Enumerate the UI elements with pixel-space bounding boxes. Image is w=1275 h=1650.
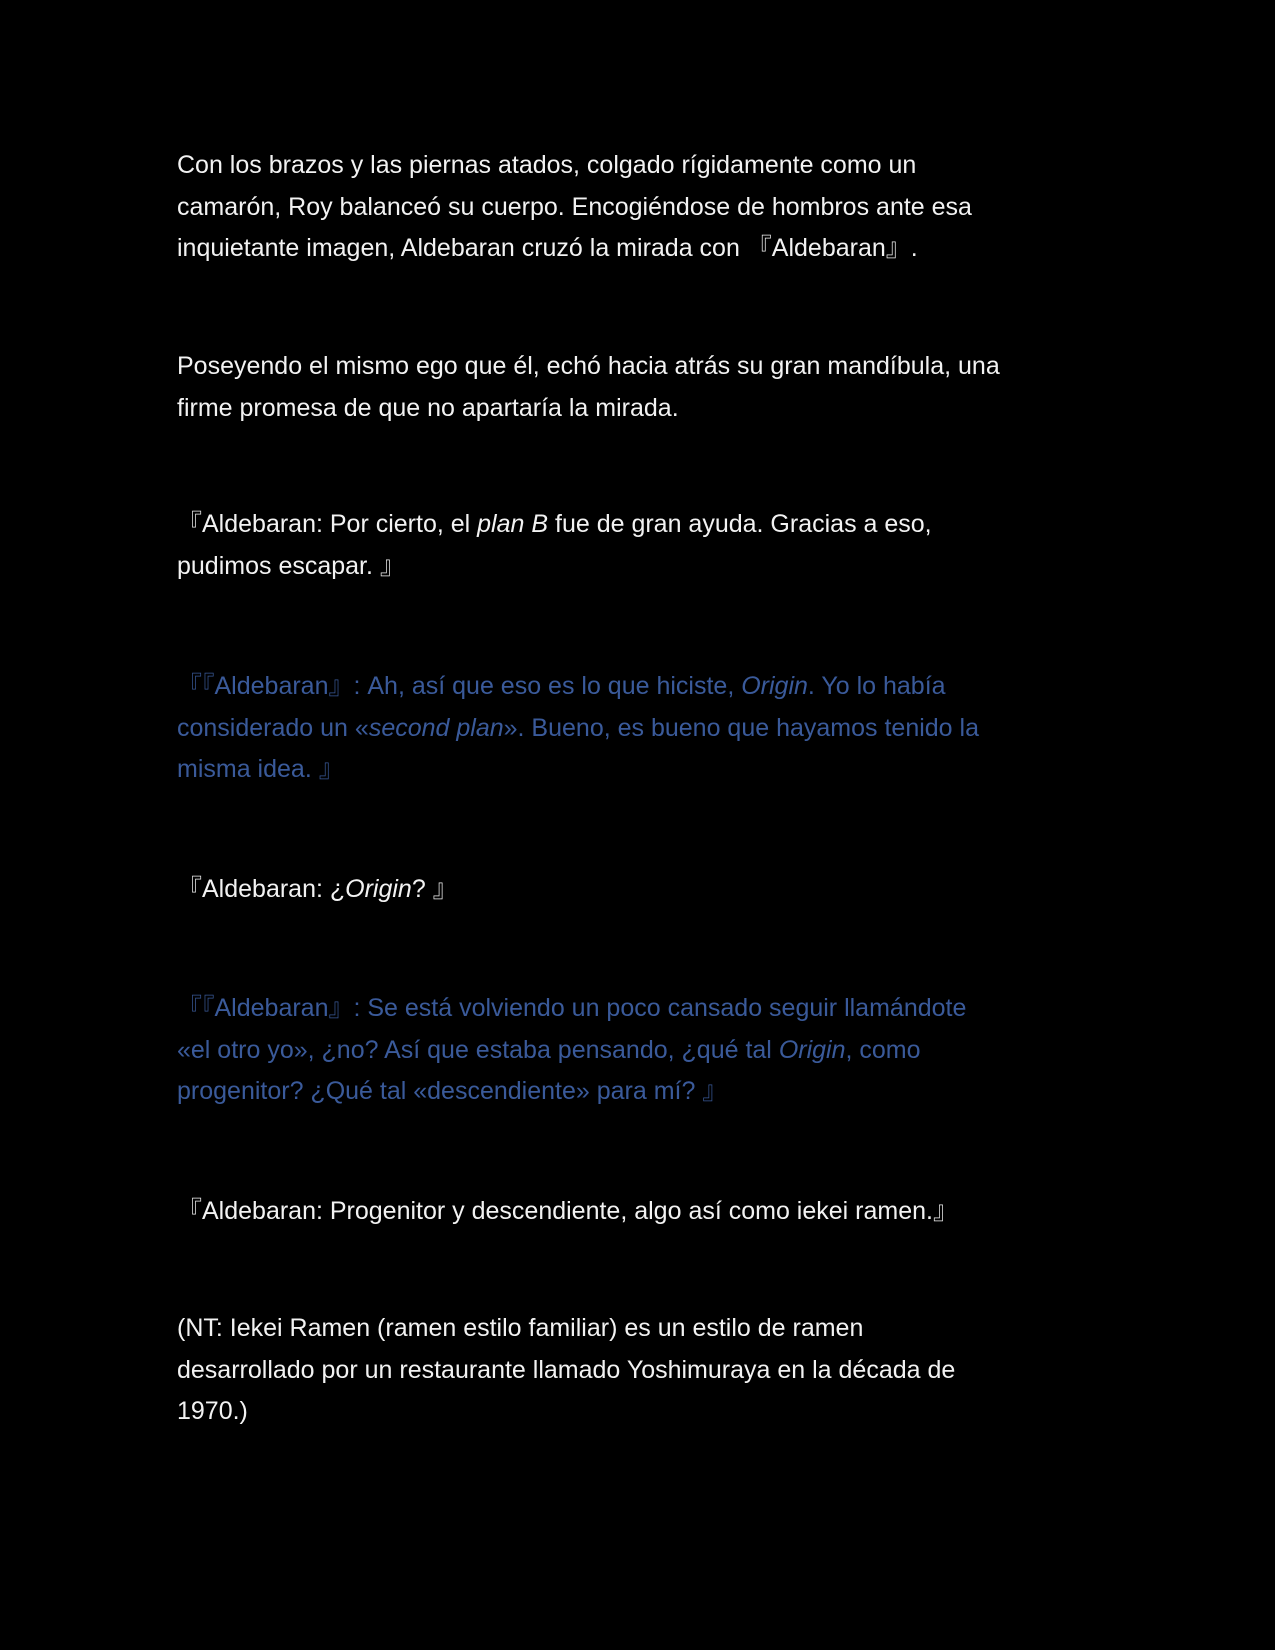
text-line: [177, 869, 1097, 911]
translator-note: [177, 1308, 1097, 1433]
text-line: 『Aldebaran: Progenitor y descendiente, algo así como iekei ramen.』: [177, 1197, 958, 1225]
italic-segment: plan B: [477, 510, 549, 538]
text-line: progenitor? ¿Qué tal «descendiente» para mí? 』: [177, 1077, 728, 1105]
text-segment: 『『Aldebaran』: Ah, así que eso es lo que hiciste,: [177, 672, 742, 700]
text-line: desarrollado por un restaurante llamado Yoshimuraya en la década de: [177, 1355, 956, 1384]
text-segment: ? 』: [411, 875, 458, 903]
italic-segment: Origin: [778, 1035, 846, 1064]
text-segment: , como: [845, 1035, 921, 1064]
dialogue-aldebaran-1: [177, 504, 1097, 587]
text-segment: 『Aldebaran: ¿: [177, 875, 346, 903]
text-line: [177, 504, 1097, 546]
text-segment: . Yo lo había: [807, 672, 946, 700]
text-line: [177, 1030, 1097, 1072]
italic-segment: Origin: [345, 875, 412, 903]
text-line: 『『Aldebaran』: Se está volviendo un poco cansado seguir llamándote: [177, 994, 967, 1022]
dialogue-other-aldebaran-1: [177, 666, 1097, 791]
text-line: 1970.): [177, 1397, 248, 1425]
text-line: firme promesa de que no apartaría la mirada.: [177, 393, 679, 422]
text-line: [177, 666, 1097, 708]
dialogue-aldebaran-3: [177, 1191, 1097, 1233]
text-line: misma idea. 』: [177, 755, 344, 783]
text-segment: considerado un «: [177, 713, 369, 742]
narration-paragraph-1: [177, 145, 1097, 270]
text-line: Poseyendo el mismo ego que él, echó hacia atrás su gran mandíbula, una: [177, 352, 1000, 380]
text-segment: 『Aldebaran: Por cierto, el: [177, 510, 478, 538]
text-line: inquietante imagen, Aldebaran cruzó la mirada con 『Aldebaran』.: [177, 234, 918, 262]
text-line: Con los brazos y las piernas atados, colgado rígidamente como un: [177, 151, 917, 179]
text-line: [177, 708, 1097, 750]
text-line: pudimos escapar. 』: [177, 551, 405, 580]
text-segment: «el otro yo», ¿no? Así que estaba pensando, ¿qué tal: [177, 1035, 779, 1064]
italic-segment: second plan: [368, 713, 504, 742]
text-line: camarón, Roy balanceó su cuerpo. Encogiéndose de hombros ante esa: [177, 192, 972, 221]
text-segment: ». Bueno, es bueno que hayamos tenido la: [503, 713, 979, 742]
dialogue-aldebaran-2: [177, 869, 1097, 911]
text-segment: fue de gran ayuda. Gracias a eso,: [548, 510, 932, 538]
dialogue-other-aldebaran-2: [177, 988, 1097, 1113]
italic-segment: Origin: [741, 672, 808, 700]
document-page: [177, 0, 1097, 1650]
text-line: (NT: Iekei Ramen (ramen estilo familiar) es un estilo de ramen: [177, 1314, 864, 1342]
narration-paragraph-2: [177, 346, 1097, 429]
